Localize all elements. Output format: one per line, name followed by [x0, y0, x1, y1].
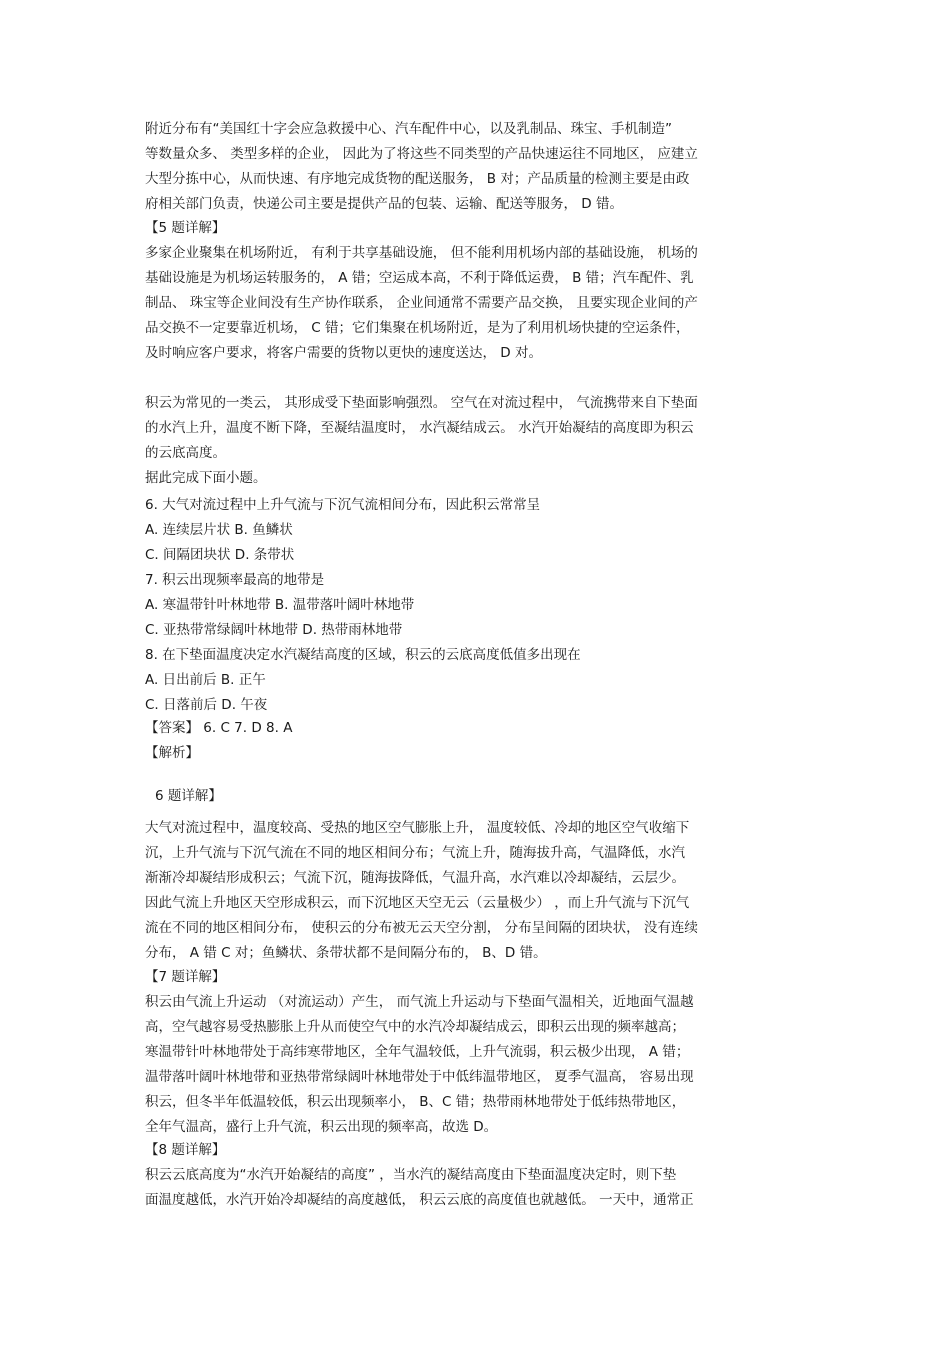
text-line: 寒温带针叶林地带处于高纬寒带地区，全年气温较低，上升气流弱，积云极少出现， A 错；: [145, 1044, 690, 1060]
text-line: 全年气温高，盛行上升气流，积云出现的频率高，故选 D。: [145, 1119, 498, 1135]
question-7-options: C. 亚热带常绿阔叶林地带 D. 热带雨林地带: [145, 622, 403, 638]
text-line: 面温度越低，水汽开始冷却凝结的高度越低， 积云云底的高度值也就越低。 一天中，通常正: [145, 1192, 694, 1208]
question-6-options: C. 间隔团块状 D. 条带状: [145, 547, 295, 563]
text-line: 多家企业聚集在机场附近， 有利于共享基础设施， 但不能利用机场内部的基础设施， 机场的: [145, 245, 698, 261]
question-7-options: A. 寒温带针叶林地带 B. 温带落叶阔叶林地带: [145, 597, 415, 613]
text-line: 温带落叶阔叶林地带和亚热带常绿阔叶林地带处于中低纬温带地区， 夏季气温高， 容易出现: [145, 1069, 694, 1085]
text-line: 据此完成下面小题。: [145, 470, 267, 486]
question-8-options: A. 日出前后 B. 正午: [145, 672, 266, 688]
question-7: 7. 积云出现频率最高的地带是: [145, 572, 325, 588]
text-line: 制品、 珠宝等企业间没有生产协作联系， 企业间通常不需要产品交换， 且要实现企业间的产: [145, 295, 698, 311]
text-line: 积云，但冬半年低温较低，积云出现频率小， B、C 错；热带雨林地带处于低纬热带地区，: [145, 1094, 686, 1110]
text-line: 附近分布有“美国红十字会应急救援中心、汽车配件中心，以及乳制品、珠宝、手机制造”: [145, 121, 672, 137]
section-heading: 【8 题详解】: [145, 1142, 226, 1158]
text-line: 大型分拣中心，从而快速、有序地完成货物的配送服务， B 对；产品质量的检测主要是由政: [145, 171, 690, 187]
section-heading: 6 题详解】: [155, 788, 222, 804]
text-line: 品交换不一定要靠近机场， C 错；它们集聚在机场附近，是为了利用机场快捷的空运条件，: [145, 320, 690, 336]
text-line: 的云底高度。: [145, 445, 226, 461]
text-line: 基础设施是为机场运转服务的， A 错；空运成本高，不利于降低运费， B 错；汽车配件、乳: [145, 270, 694, 286]
text-line: 的水汽上升，温度不断下降，至凝结温度时， 水汽凝结成云。 水汽开始凝结的高度即为积云: [145, 420, 694, 436]
text-line: 积云由气流上升运动 （对流运动）产生， 而气流上升运动与下垫面气温相关，近地面气温越: [145, 994, 694, 1010]
question-6: 6. 大气对流过程中上升气流与下沉气流相间分布，因此积云常常呈: [145, 497, 541, 513]
text-line: 府相关部门负责，快递公司主要是提供产品的包装、运输、配送等服务， D 错。: [145, 196, 623, 212]
text-line: 流在不同的地区相间分布， 使积云的分布被无云天空分割， 分布呈间隔的团块状， 没有连续: [145, 920, 698, 936]
section-heading: 【5 题详解】: [145, 220, 226, 236]
text-line: 高，空气越容易受热膨胀上升从而使空气中的水汽冷却凝结成云，即积云出现的频率越高；: [145, 1019, 685, 1035]
text-line: 积云云底高度为“水汽开始凝结的高度” ，当水汽的凝结高度由下垫面温度决定时，则下垫: [145, 1167, 677, 1183]
text-line: 大气对流过程中，温度较高、受热的地区空气膨胀上升， 温度较低、冷却的地区空气收缩下: [145, 820, 690, 836]
text-line: 等数量众多、 类型多样的企业， 因此为了将这些不同类型的产品快速运往不同地区， 应建立: [145, 146, 698, 162]
question-6-options: A. 连续层片状 B. 鱼鳞状: [145, 522, 293, 538]
text-line: 渐渐冷却凝结形成积云；气流下沉，随海拔降低，气温升高，水汽难以冷却凝结，云层少。: [145, 870, 685, 886]
text-line: 因此气流上升地区天空形成积云，而下沉地区天空无云（云量极少） ，而上升气流与下沉气: [145, 895, 690, 911]
answer-line: 【答案】 6. C 7. D 8. A: [145, 720, 293, 736]
text-line: 分布， A 错 C 对；鱼鳞状、条带状都不是间隔分布的， B、D 错。: [145, 945, 547, 961]
analysis-heading: 【解析】: [145, 745, 199, 761]
question-8-options: C. 日落前后 D. 午夜: [145, 697, 268, 713]
question-8: 8. 在下垫面温度决定水汽凝结高度的区域，积云的云底高度低值多出现在: [145, 647, 581, 663]
section-heading: 【7 题详解】: [145, 969, 226, 985]
text-line: 及时响应客户要求，将客户需要的货物以更快的速度送达， D 对。: [145, 345, 542, 361]
text-line: 沉，上升气流与下沉气流在不同的地区相间分布；气流上升，随海拔升高，气温降低，水汽: [145, 845, 685, 861]
text-line: 积云为常见的一类云， 其形成受下垫面影响强烈。 空气在对流过程中， 气流携带来自下垫面: [145, 395, 698, 411]
